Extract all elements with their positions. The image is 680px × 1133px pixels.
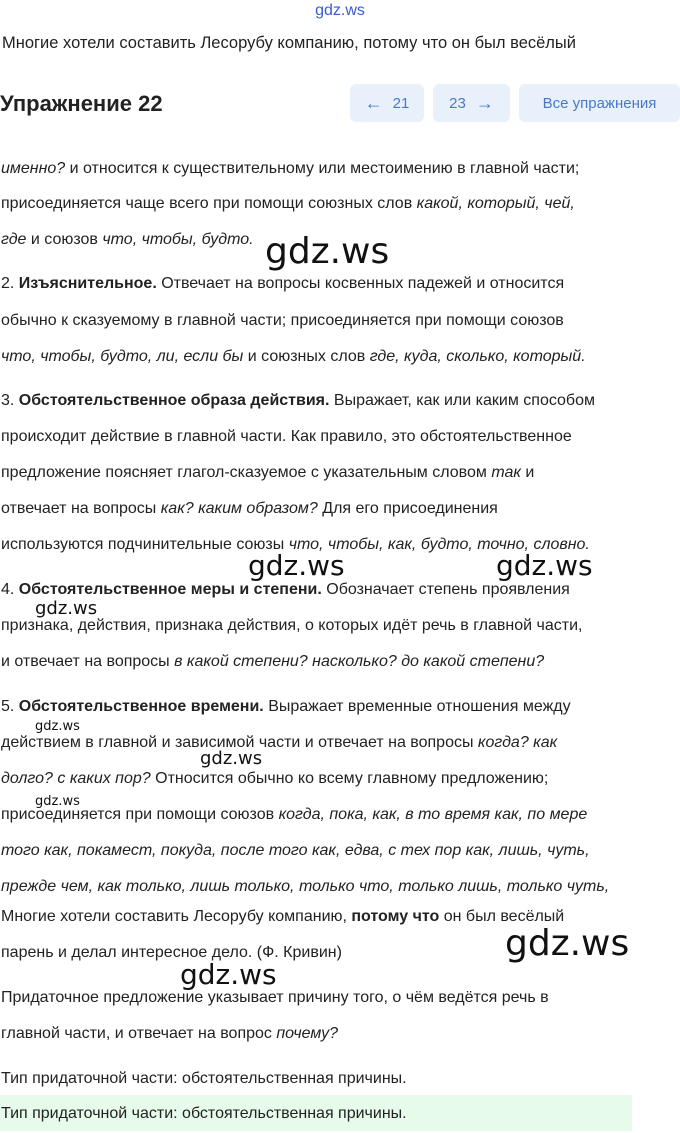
- watermark-top: gdz.ws: [315, 2, 365, 19]
- text-line: присоединяется при помощи союзов когда, пока, как, в то время как, по мере: [1, 806, 588, 823]
- text-line: где и союзов что, чтобы, будто.: [1, 231, 254, 248]
- exercise-header: [0, 84, 680, 124]
- text-line: 2. Изъяснительное. Отвечает на вопросы косвенных падежей и относится: [1, 275, 565, 292]
- highlighted-answer-line: Тип придаточной части: обстоятельственная причины.: [1, 1105, 407, 1122]
- text-line: признака, действия, признака действия, о которых идёт речь в главной части,: [1, 617, 583, 634]
- watermark: gdz.ws: [248, 549, 345, 582]
- arrow-right-icon: →: [475, 92, 494, 113]
- text-line: Многие хотели составить Лесорубу компанию, потому что он был весёлый: [1, 908, 565, 925]
- watermark: gdz.ws: [505, 923, 630, 964]
- watermark: gdz.ws: [35, 719, 80, 734]
- watermark: gdz.ws: [180, 958, 277, 991]
- text-line: обычно к сказуемому в главной части; присоединяется при помощи союзов: [1, 312, 564, 329]
- text-line: предложение поясняет глагол-сказуемое с указательным словом так и: [1, 464, 535, 481]
- next-exercise-label: 23: [449, 94, 466, 112]
- answer-content: [0, 123, 680, 1133]
- next-exercise-button[interactable]: [433, 84, 510, 122]
- text-line: прежде чем, как только, лишь только, только что, только лишь, только чуть,: [1, 878, 610, 895]
- text-line: используются подчинительные союзы что, чтобы, как, будто, точно, словно.: [1, 536, 590, 553]
- watermark: gdz.ws: [200, 748, 263, 769]
- watermark: gdz.ws: [265, 231, 390, 272]
- text-line: и отвечает на вопросы в какой степени? насколько? до какой степени?: [1, 653, 545, 670]
- text-line: действием в главной и зависимой части и отвечает на вопросы когда? как: [1, 734, 558, 751]
- text-line: главной части, и отвечает на вопрос почему?: [1, 1025, 339, 1042]
- text-line: 4. Обстоятельственное меры и степени. Обозначает степень проявления: [1, 581, 570, 598]
- prev-exercise-button[interactable]: [350, 84, 424, 122]
- text-line: 3. Обстоятельственное образа действия. Выражает, как или каким способом: [1, 392, 595, 409]
- text-line: отвечает на вопросы как? каким образом? Для его присоединения: [1, 500, 498, 517]
- text-line: что, чтобы, будто, ли, если бы и союзных слов где, куда, сколько, который.: [1, 348, 586, 365]
- text-line: происходит действие в главной части. Как правило, это обстоятельственное: [1, 428, 572, 445]
- watermark: gdz.ws: [35, 598, 98, 619]
- prev-exercise-label: 21: [392, 94, 410, 112]
- text-line: Придаточное предложение указывает причину того, о чём ведётся речь в: [1, 989, 549, 1006]
- text-line: парень и делал интересное дело. (Ф. Кривин): [1, 944, 342, 961]
- text-line: того как, покамест, покуда, после того как, едва, с тех пор как, лишь, чуть,: [1, 842, 590, 859]
- exercise-title: Упражнение 22: [0, 91, 163, 116]
- text-line: Тип придаточной части: обстоятельственная причины.: [1, 1070, 407, 1087]
- preview-sentence: Многие хотели составить Лесорубу компанию, потому что он был весёлый: [2, 34, 577, 52]
- text-line: присоединяется чаще всего при помощи союзных слов какой, который, чей,: [1, 195, 575, 212]
- text-line: 5. Обстоятельственное времени. Выражает временные отношения между: [1, 698, 571, 715]
- watermark: gdz.ws: [35, 794, 80, 809]
- watermark: gdz.ws: [496, 549, 593, 582]
- text-line: долго? с каких пор? Относится обычно ко всему главному предложению;: [1, 770, 549, 787]
- all-exercises-button[interactable]: Все упражнения: [519, 84, 680, 122]
- text-line: именно? и относится к существительному или местоимению в главной части;: [1, 160, 580, 177]
- arrow-left-icon: ←: [364, 92, 383, 113]
